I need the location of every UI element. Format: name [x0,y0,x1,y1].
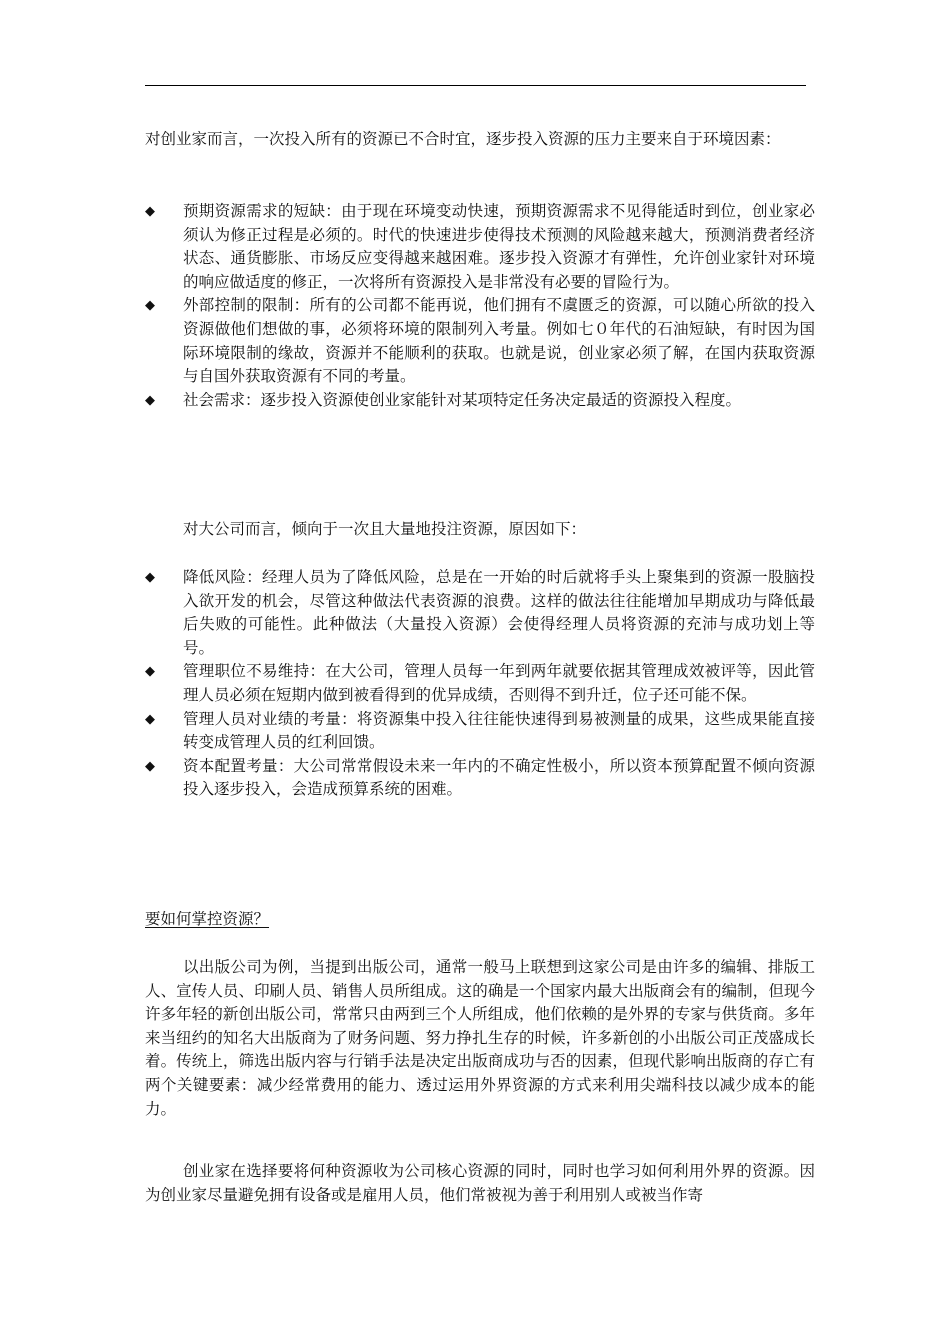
list-item-text: 外部控制的限制：所有的公司都不能再说，他们拥有不虞匮乏的资源，可以随心所欲的投入资源做他们想做的事，必须将环境的限制列入考量。例如七０年代的石油短缺，有时因为国际环境限制的缘故，资源并不能顺利的获取。也就是说，创业家必须了解，在国内获取资源与自国外获取资源有不同的考量。 [183,296,815,386]
diamond-bullet-icon: ◆ [145,298,155,314]
corporate-intro: 对大公司而言，倾向于一次且大量地投注资源，原因如下： [183,520,587,538]
list-item [145,294,815,388]
diamond-bullet-icon: ◆ [145,758,155,774]
diamond-bullet-icon: ◆ [145,204,155,219]
list-item-text: 预期资源需求的短缺：由于现在环境变动快速，预期资源需求不见得能适时到位，创业家必须认为修正过程是必须的。时代的快速进步使得技术预测的风险越来越大，预测消费者经济状态、通货膨胀、市场反应变得越来越困难。逐步投入资源才有弹性，允许创业家针对环境的响应做适度的修正，一次将所有资源投入是非常没有必要的冒险行为。 [183,202,815,291]
list-item-text: 管理人员对业绩的考量：将资源集中投入往往能快速得到易被测量的成果，这些成果能直接转变成管理人员的红利回馈。 [183,709,815,752]
list-item [145,708,815,755]
list-item [145,389,815,413]
list-item [145,755,815,802]
entrepreneur-bullet-list [145,200,815,412]
corporate-bullet-list [145,566,815,802]
list-item [145,200,815,294]
diamond-bullet-icon: ◆ [145,664,155,680]
list-item-text: 资本配置考量：大公司常常假设未来一年内的不确定性极小，所以资本预算配置不倾向资源投入逐步投入，会造成预算系统的困难。 [183,756,815,799]
list-item [145,566,815,660]
section-heading [145,908,815,932]
list-item-text: 管理职位不易维持：在大公司，管理人员每一年到两年就要依据其管理成效被评等，因此管理人员必须在短期内做到被看得到的优异成绩，否则得不到升迁，位子还可能不保。 [183,662,815,704]
intro-paragraph: 对创业家而言，一次投入所有的资源已不合时宜，逐步投入资源的压力主要来自于环境因素： [145,130,781,148]
list-item-text: 社会需求：逐步投入资源使创业家能针对某项特定任务决定最适的资源投入程度。 [183,390,742,409]
list-item-text: 降低风险：经理人员为了降低风险，总是在一开始的时后就将手头上聚集到的资源一股脑投入欲开发的机会，尽管这种做法代表资源的浪费。这样的做法往往能增加早期成功与降低最后失败的可能性。此种做法（大量投入资源）会使得经理人员将资源的充沛与成功划上等号。 [183,568,815,657]
body-paragraph: 创业家在选择要将何种资源收为公司核心资源的同时，同时也学习如何利用外界的资源。因为创业家尽量避免拥有设备或是雇用人员，他们常被视为善于利用别人或被当作寄 [145,1162,815,1204]
header-rule [145,85,806,86]
diamond-bullet-icon: ◆ [145,711,155,727]
section-heading-text: 要如何掌控资源？ [145,910,270,928]
diamond-bullet-icon: ◆ [145,392,155,408]
diamond-bullet-icon: ◆ [145,570,155,585]
body-paragraph: 以出版公司为例，当提到出版公司，通常一般马上联想到这家公司是由许多的编辑、排版工人、宣传人员、印刷人员、销售人员所组成。这的确是一个国家内最大出版商会有的编制，但现今许多年轻的新创出版公司，常常只由两到三个人所组成，他们依赖的是外界的专家与供货商。多年来当纽约的知名大出版商为了财务问题、努力挣扎生存的时候，许多新创的小出版公司正茂盛成长着。传统上，筛选出版内容与行销手法是决定出版商成功与否的因素，但现代影响出版商的存亡有两个关键要素：减少经常费用的能力、透过运用外界资源的方式来利用尖端科技以减少成本的能力。 [145,958,815,1118]
list-item [145,660,815,707]
